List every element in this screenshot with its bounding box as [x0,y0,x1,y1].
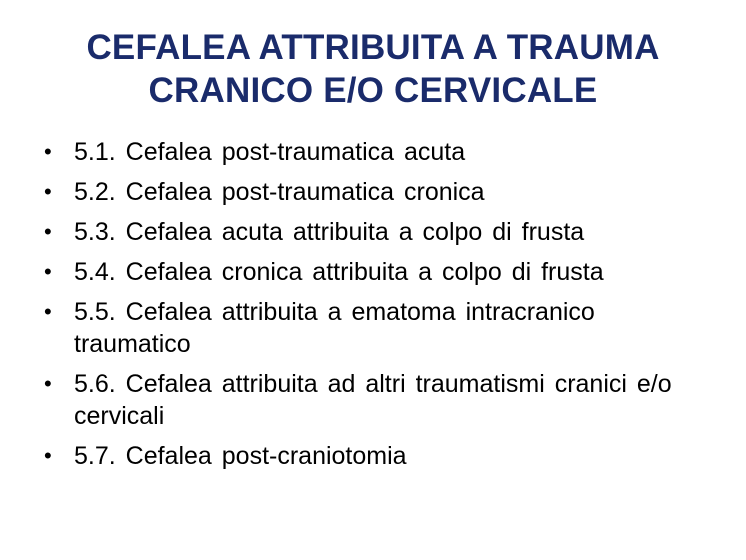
bullet-item [44,296,714,360]
bullet-item-text: 5.2. Cefalea post-traumatica cronica [74,178,485,206]
bullet-item-text: 5.4. Cefalea cronica attribuita a colpo di frusta [74,258,604,286]
bullet-icon: • [44,443,52,468]
bullet-icon: • [44,259,52,284]
bullet-icon: • [44,139,52,164]
bullet-item-text: 5.1. Cefalea post-traumatica acuta [74,138,466,166]
bullet-item [44,256,714,288]
bullet-icon: • [44,219,52,244]
bullet-list [44,136,714,480]
slide-title-line-1: CEFALEA ATTRIBUITA A TRAUMA [86,28,660,67]
bullet-item-text: 5.7. Cefalea post-craniotomia [74,442,407,470]
bullet-icon: • [44,371,52,396]
bullet-item [44,176,714,208]
bullet-item [44,440,714,472]
bullet-icon: • [44,299,52,324]
bullet-item-text: 5.6. Cefalea attribuita ad altri traumatismi cranici e/o cervicali [74,370,672,430]
bullet-item [44,368,714,432]
bullet-item-text: 5.5. Cefalea attribuita a ematoma intracranico traumatico [74,298,595,358]
bullet-item-text: 5.3. Cefalea acuta attribuita a colpo di frusta [74,218,585,246]
slide-title-line-2: CRANICO E/O CERVICALE [148,71,598,110]
bullet-item [44,216,714,248]
bullet-item [44,136,714,168]
bullet-icon: • [44,179,52,204]
slide-title [20,26,726,112]
